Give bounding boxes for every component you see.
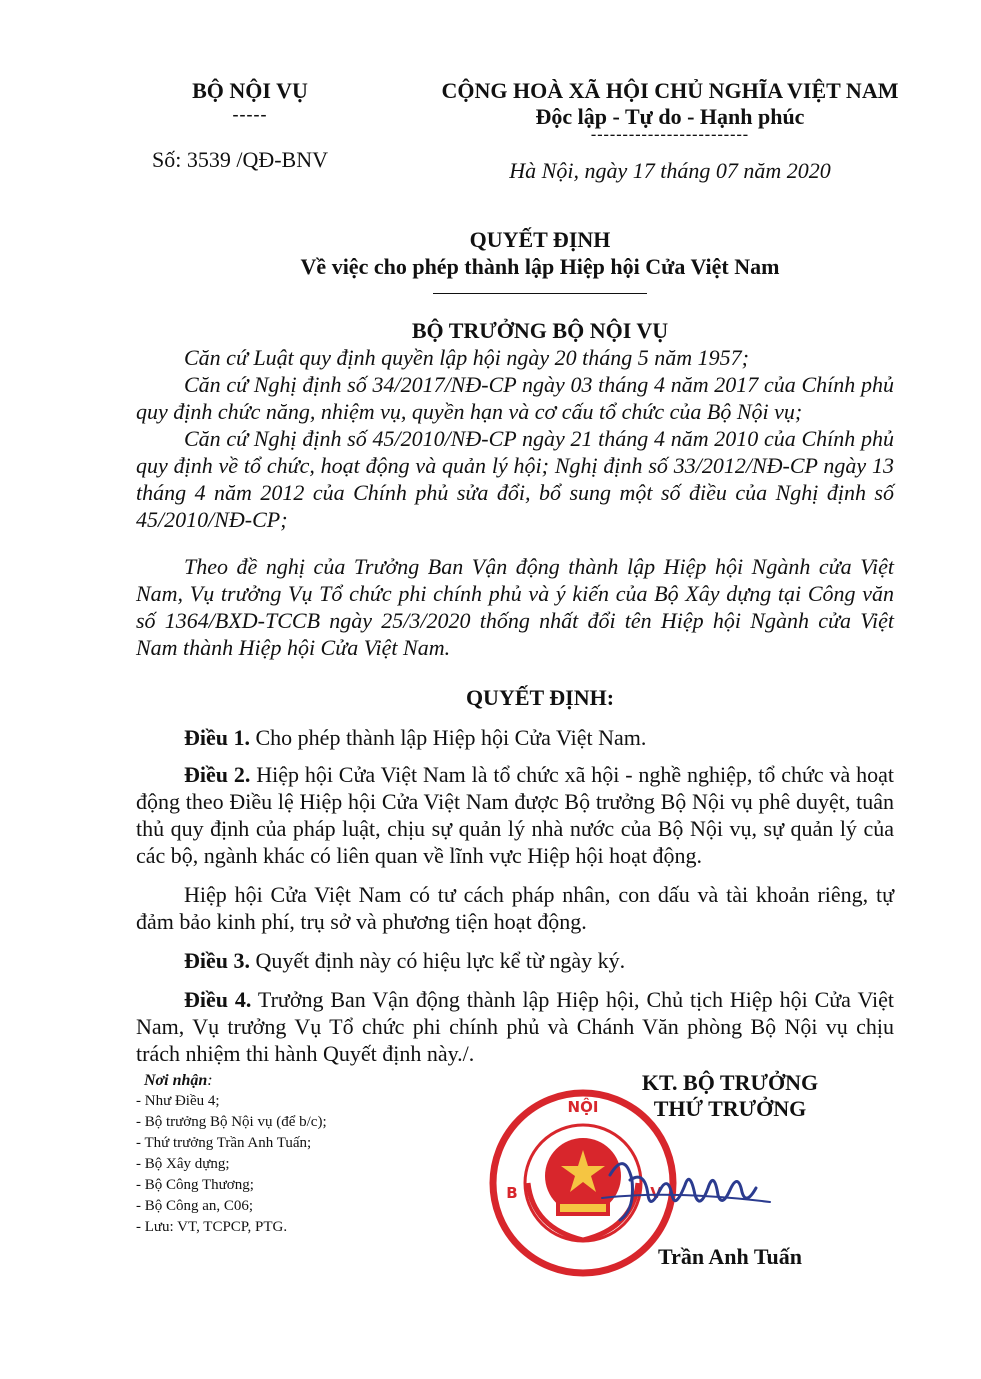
recipients-heading: Nơi nhận: [144, 1072, 213, 1089]
svg-text:B: B [506, 1184, 518, 1202]
article-text: Cho phép thành lập Hiệp hội Cửa Việt Nam. [250, 725, 647, 750]
recipient-item: - Lưu: VT, TCPCP, PTG. [136, 1219, 288, 1235]
svg-text:V: V [650, 1184, 662, 1202]
agency-rule: ----- [232, 104, 268, 124]
country-name: CỘNG HOÀ XÃ HỘI CHỦ NGHĨA VIỆT NAM [441, 78, 899, 103]
articles [136, 724, 894, 1067]
recipient-item: - Thứ trưởng Trần Anh Tuấn; [136, 1135, 312, 1151]
article-3 [136, 947, 894, 974]
legal-bases [136, 344, 894, 661]
basis-item: Căn cứ Luật quy định quyền lập hội ngày 20 tháng 5 năm 1957; [184, 345, 750, 370]
signature-title-2: THỨ TRƯỞNG [653, 1096, 807, 1121]
article-text: Trưởng Ban Vận động thành lập Hiệp hội, Chủ tịch Hiệp hội Cửa Việt Nam, Vụ trưởng Vụ Tổ chức phi chính phủ và Chánh Văn phòng Bộ Nội vụ chịu trách nhiệm thi hành Quyết định này./. [136, 987, 894, 1066]
article-2-paragraph [136, 881, 894, 935]
basis-item: Căn cứ Nghị định số 34/2017/NĐ-CP ngày 03 tháng 4 năm 2017 của Chính phủ quy định chức năng, nhiệm vụ, quyền hạn và cơ cấu tổ chức của Bộ Nội vụ; [136, 372, 894, 424]
article-1 [136, 724, 894, 751]
recipients-block [136, 1070, 476, 1238]
handwritten-signature [590, 1140, 780, 1230]
decision-heading: QUYẾT ĐỊNH: [465, 685, 615, 710]
recipient-item: - Bộ Công an, C06; [136, 1198, 254, 1214]
document-subject: Về việc cho phép thành lập Hiệp hội Cửa Việt Nam [300, 254, 780, 279]
article-text: Hiệp hội Cửa Việt Nam là tổ chức xã hội - nghề nghiệp, tổ chức và hoạt động theo Điều lệ Hiệp hội Cửa Việt Nam được Bộ trưởng Bộ Nội vụ phê duyệt, tuân thủ quy định của pháp luật, chịu sự quản lý nhà nước của Bộ Nội vụ, sự quản lý của các bộ, ngành khác có liên quan về lĩnh vực Hiệp hội hoạt động. [136, 762, 895, 868]
agency-name: BỘ NỘI VỤ [192, 78, 308, 103]
article-text: Quyết định này có hiệu lực kể từ ngày ký. [250, 948, 626, 973]
authority-heading: BỘ TRƯỞNG BỘ NỘI VỤ [411, 318, 669, 343]
article-label: Điều 1. [184, 725, 250, 750]
recipient-item: - Bộ Công Thương; [136, 1177, 254, 1193]
article-2 [136, 761, 894, 869]
motto: Độc lập - Tự do - Hạnh phúc [535, 104, 805, 129]
motto-rule: ------------------------- [590, 126, 750, 143]
signature-title-1: KT. BỘ TRƯỞNG [641, 1070, 819, 1095]
recipient-item: - Như Điều 4; [136, 1093, 220, 1109]
svg-text:NỘI: NỘI [567, 1098, 599, 1116]
document-type-title: QUYẾT ĐỊNH [469, 227, 611, 252]
recipient-item: - Bộ Xây dựng; [136, 1156, 230, 1172]
place-date: Hà Nội, ngày 17 tháng 07 năm 2020 [509, 158, 831, 183]
title-underline [433, 293, 647, 294]
signer-name: Trần Anh Tuấn [658, 1244, 802, 1269]
recipient-item: - Bộ trưởng Bộ Nội vụ (để b/c); [136, 1114, 327, 1130]
article-4 [136, 986, 894, 1067]
article-text: Hiệp hội Cửa Việt Nam có tư cách pháp nhân, con dấu và tài khoản riêng, tự đảm bảo kinh phí, trụ sở và phương tiện hoạt động. [136, 882, 894, 934]
article-label: Điều 4. [184, 987, 252, 1012]
article-label: Điều 3. [184, 948, 250, 973]
article-label: Điều 2. [184, 762, 251, 787]
basis-item: Căn cứ Nghị định số 45/2010/NĐ-CP ngày 21 tháng 4 năm 2010 của Chính phủ quy định về tổ chức, hoạt động và quản lý hội; Nghị định số 33/2012/NĐ-CP ngày 13 tháng 4 năm 2012 của Chính phủ sửa đổi, bổ sung một số điều của Nghị định số 45/2010/NĐ-CP; [136, 426, 894, 532]
document-number: Số: 3539 /QĐ-BNV [152, 147, 329, 172]
basis-item: Theo đề nghị của Trưởng Ban Vận động thành lập Hiệp hội Ngành cửa Việt Nam, Vụ trưởng Vụ Tổ chức phi chính phủ và ý kiến của Bộ Xây dựng tại Công văn số 1364/BXD-TCCB ngày 25/3/2020 thống nhất đổi tên Hiệp hội Ngành cửa Việt Nam thành Hiệp hội Cửa Việt Nam. [136, 554, 894, 660]
